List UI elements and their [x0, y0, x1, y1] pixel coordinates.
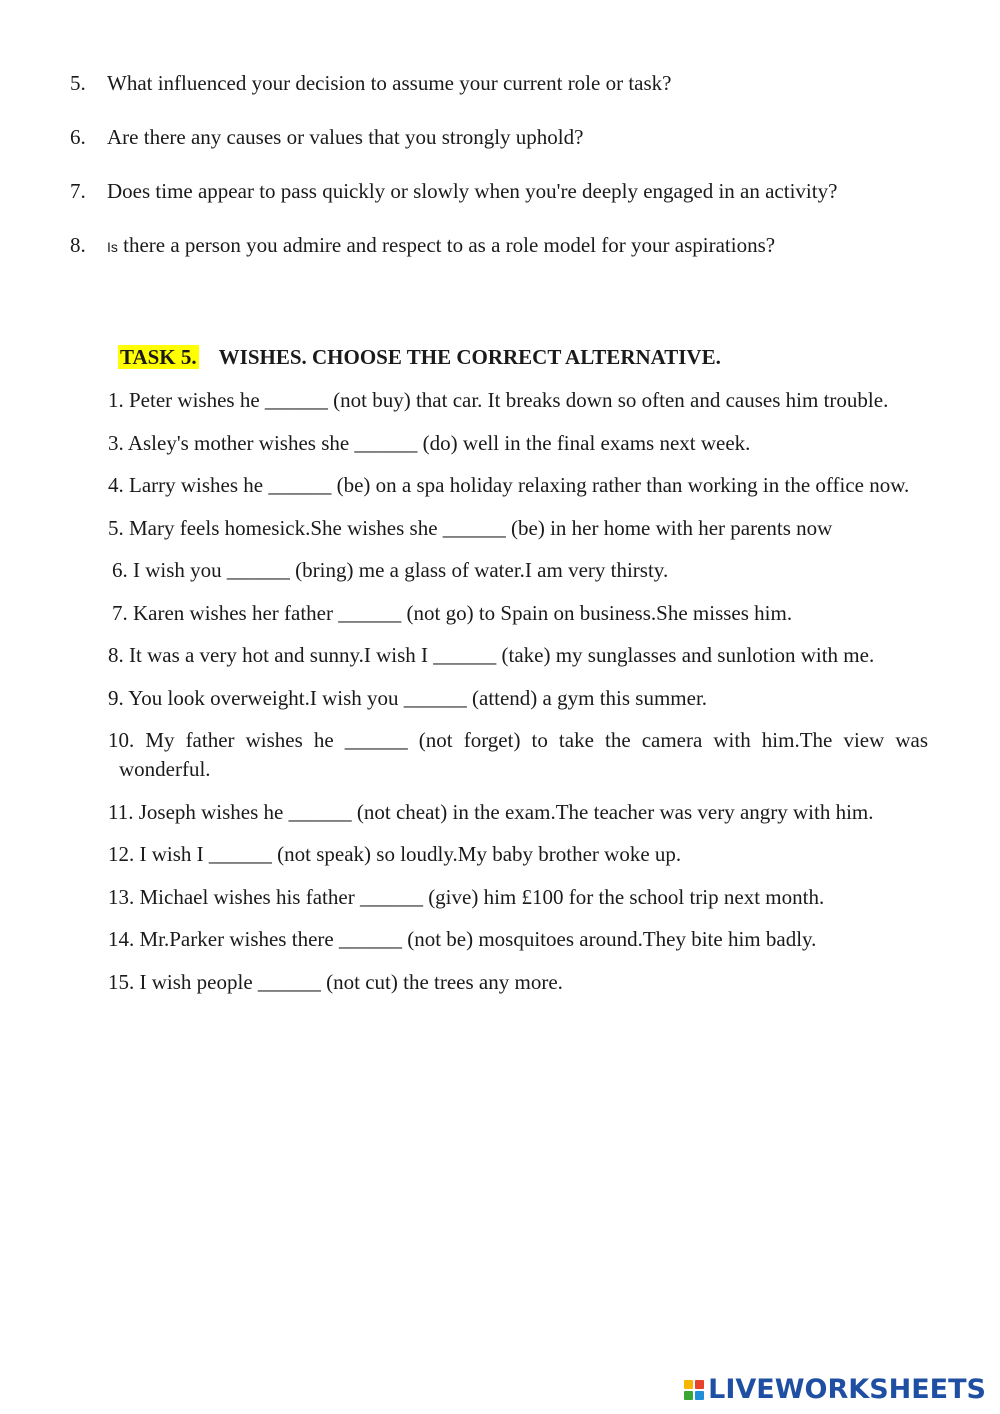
exercise-item: 5. Mary feels homesick.She wishes she ______ (be) in her home with her parents now — [108, 515, 833, 540]
question-text: Does time appear to pass quickly or slowly when you're deeply engaged in an activity? — [107, 179, 838, 203]
exercise-item: 7. Karen wishes her father ______ (not go) to Spain on business.She misses him. — [112, 600, 793, 625]
question-text: Are there any causes or values that you strongly uphold? — [107, 125, 584, 149]
logo-square-icon — [684, 1391, 693, 1400]
logo-text: LIVEWORKSHEETS — [708, 1374, 986, 1405]
question-prefix: Is — [107, 239, 118, 255]
liveworksheets-logo-icon — [684, 1380, 704, 1400]
exercise-item: 8. It was a very hot and sunny.I wish I ______ (take) my sunglasses and sunlotion with me. — [108, 643, 875, 667]
exercise-item: 13. Michael wishes his father ______ (give) him £100 for the school trip next month. — [108, 884, 825, 909]
question-number: 6. — [70, 125, 86, 149]
question-item — [70, 68, 950, 122]
question-number: 8. — [70, 233, 86, 257]
logo-square-icon — [695, 1380, 704, 1389]
logo-square-icon — [695, 1391, 704, 1400]
reflection-questions — [70, 68, 950, 284]
exercise-item: 12. I wish I ______ (not speak) so loudly.My baby brother woke up. — [108, 842, 682, 866]
exercise-item: 15. I wish people ______ (not cut) the trees any more. — [108, 969, 563, 994]
question-text: What influenced your decision to assume your current role or task? — [107, 71, 672, 95]
question-number: 5. — [70, 71, 86, 95]
logo-square-icon — [684, 1380, 693, 1389]
exercise-item: 3. Asley's mother wishes she ______ (do) well in the final exams next week. — [108, 430, 751, 455]
question-item — [70, 230, 950, 284]
task-title: WISHES. CHOOSE THE CORRECT ALTERNATIVE. — [218, 345, 721, 369]
question-number: 7. — [70, 179, 86, 203]
exercise-item: 6. I wish you ______ (bring) me a glass of water.I am very thirsty. — [112, 558, 669, 582]
exercise-item: 10. My father wishes he ______ (not forget) to take the camera with him.The view was wonderful. — [108, 728, 928, 781]
liveworksheets-logo — [684, 1374, 986, 1405]
task-heading — [118, 343, 721, 371]
exercise-item: 4. Larry wishes he ______ (be) on a spa holiday relaxing rather than working in the office now. — [108, 473, 910, 497]
task-label: TASK 5. — [120, 345, 197, 369]
exercise-item: 9. You look overweight.I wish you ______ (attend) a gym this summer. — [108, 685, 708, 710]
question-text-rest: there a person you admire and respect to as a role model for your aspirations? — [117, 233, 776, 257]
question-item — [70, 122, 950, 176]
question-text — [107, 230, 950, 284]
exercise-item: 14. Mr.Parker wishes there ______ (not be) mosquitoes around.They bite him badly. — [108, 927, 817, 951]
exercise-item: 11. Joseph wishes he ______ (not cheat) in the exam.The teacher was very angry with him. — [108, 799, 874, 824]
exercise-item: 1. Peter wishes he ______ (not buy) that car. It breaks down so often and causes him trouble. — [108, 388, 889, 412]
exercise-list — [108, 386, 928, 1010]
question-item — [70, 176, 950, 230]
